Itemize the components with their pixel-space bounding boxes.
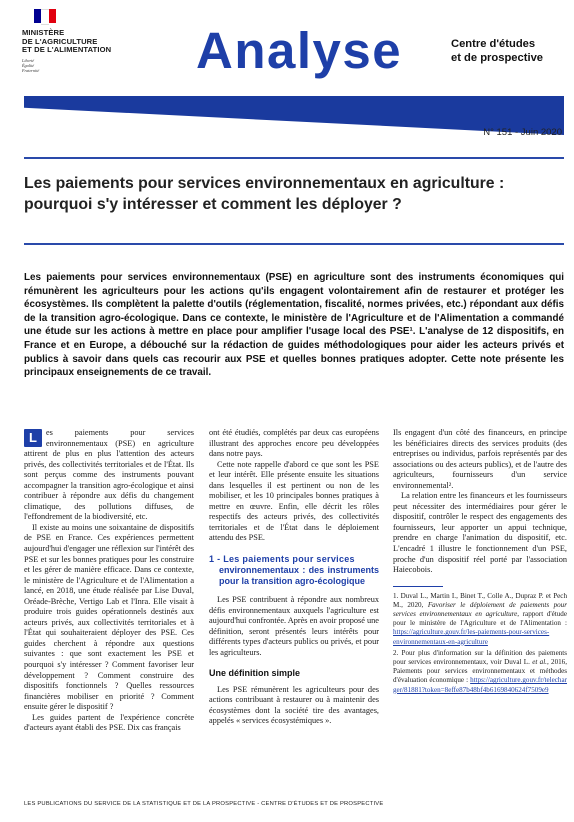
footnote-link[interactable]: https://agriculture.gouv.fr/telecharger/81881?token=8effe87b48bf4b6169840624f7509e9 [393,676,567,694]
paragraph: Cette note rappelle d'abord ce que sont les PSE et leur intérêt. Elle présente ensuite les situations dans lesquelles il est pertinent ou non de les mobiliser, et les 10 principales bonnes pratiques à mettre en œuvre. Enfin, elle décrit les rôles respectifs des acteurs privés, des collectivités territoriales et de l'État dans le déploiement attendu des PSE. [209,459,379,543]
footnote-rule [393,586,443,587]
paragraph: ont été étudiés, complétés par deux cas européens illustrant des approches encore peu développées dans notre pays. [209,428,379,459]
footer: LES PUBLICATIONS DU SERVICE DE LA STATISTIQUE ET DE LA PROSPECTIVE - CENTRE D'ÉTUDES ET DE PROSPECTIVE [24,801,384,807]
paragraph: L es paiements pour services environnementaux (PSE) en agriculture attirent de plus en plus l'attention des acteurs privés, des collectivités territoriales et de l'État. Ils sont perçus comme des instruments pouvant accompagner la transition agro-écologique et ainsi contribuer à répondre aux défis du changement climatique, des pollutions diffuses, de l'effondrement de la biodiversité, etc. [24,428,194,522]
subheading: Une définition simple [209,668,301,679]
footnote-2: 2. Pour plus d'information sur la définition des paiements pour services environnementaux, voir Duval L. et al., 2016, Paiements pour services environnementaux et méthodes d'évaluation économique : https://agriculture.gouv.fr/telecharger/81881?token=8effe87b48bf4b6169840624f7509e9 [393,648,567,694]
drop-cap: L [24,429,42,447]
footnote-link[interactable]: https://agriculture.gouv.fr/les-paiements-pour-services-environnementaux-en-agriculture [393,628,550,646]
page-title: Les paiements pour services environnementaux en agriculture : pourquoi s'y intéresser et comment les déployer ? [24,175,505,213]
republic-motto: Liberté Égalité Fraternité [22,58,40,73]
paragraph: Les PSE rémunèrent les agriculteurs pour des actions contribuant à restaurer ou à maintenir des écosystèmes dont la société tire des avantages, appelés « services écosystémiques ». [209,684,379,726]
paragraph: Il existe au moins une soixantaine de dispositifs de PSE en France. Ces expériences permettent aujourd'hui d'engager une réflexion sur l'intérêt des PSE et sur les bonnes pratiques pour les construire et les gérer de manière efficace. Dans ce contexte, le ministère de l'Agriculture et de l'Alimentation a lancé, en 2018, une étude réalisée par Lise Duval, Oréade-Brèche, Vertigo Lab et l'Inra. Elle visait à produire trois guides opérationnels destinés aux acteurs privés, aux collectivités territoriales et à l'État qui souhaiteraient déployer des PSE. Ces guides cherchent à répondre aux questions suivantes : que sont exactement les PSE et pourquoi s'y intéresser ? Comment favoriser leur développement ? Comment construire des dispositifs fonctionnels ? Quelles ressources financières mobiliser en priorité ? Comment ensuite gérer le dispositif ? [24,522,194,712]
paragraph: Les guides partent de l'expérience concrète d'acteurs ayant établi des PSE. Dix cas français [24,712,194,733]
paragraph: Les PSE contribuent à répondre aux nombreux défis environnementaux auxquels l'agriculture est aujourd'hui confrontée. Après en avoir proposé une définition, seront présentés leurs intérêts pour différents types d'acteurs publics ou privés, et pour les agriculteurs. [209,595,379,657]
column-2 [209,428,379,727]
abstract: Les paiements pour services environnementaux (PSE) en agriculture sont des instruments économiques qui rémunèrent les agriculteurs pour les actions qu'ils engagent volontairement afin de restaurer et protéger les écosystèmes. Ils complètent la palette d'outils (réglementation, fiscalité, normes privées, etc.) répondant aux défis de la transition agro-écologique. Dans ce contexte, le ministère de l'Agriculture et de l'Alimentation a commandé une étude sur les actions à mettre en place pour amplifier l'usage local des PSE¹. L'analyse de 12 dispositifs, en France et en Europe, a débouché sur la rédaction de guides méthodologiques pour aider les acteurs privés et publics à savoir dans quels cas recourir aux PSE et quelles bonnes pratiques adopter. Cette note présente les principaux enseignements de ce travail. [24,272,564,379]
paragraph: Ils engagent d'un côté des financeurs, en principe les bénéficiaires directs des services produits (des entreprises ou individus, parfois représentés par des associations ou des acteurs publics), et de l'autre des agriculteurs, fournisseurs d'un service environnemental². [393,428,567,490]
footnote-1: 1. Duval L., Martin I., Binet T., Colle A., Dupraz P. et Pech M., 2020, Favoriser le déploiement de paiements pour services environnementaux en agriculture, rapport d'étude pour le ministère de l'Agriculture et de l'Alimentation : https://agriculture.gouv.fr/les-paiements-pour-services-environnementaux-en-agriculture [393,591,567,646]
divider-title [24,243,564,245]
paragraph: La relation entre les financeurs et les fournisseurs peut nécessiter des intermédiaires pour gérer le dispositif, contrôler le respect des engagements des fournisseurs, leur apporter un appui technique, prendre en charge l'animation du dispositif, etc. L'encadré 1 illustre le fonctionnement d'un PSE, proche d'un dispositif réel porté par l'association Haiecobois. [393,491,567,575]
publication-type: Analyse [196,22,403,79]
divider-top [24,157,564,159]
issue-number: N° 151 - Juin 2020 [483,127,562,138]
centre-name: Centre d'études et de prospective [451,38,544,64]
column-1 [24,428,194,734]
republic-flag-logo [34,9,56,23]
section-heading: 1 - Les paiements pour services environnementaux : des instruments pour la transition agro-écologique [209,554,379,587]
column-3 [393,428,567,697]
ministry-name: MINISTÈRE DE L'AGRICULTURE ET DE L'ALIMENTATION [22,28,112,55]
